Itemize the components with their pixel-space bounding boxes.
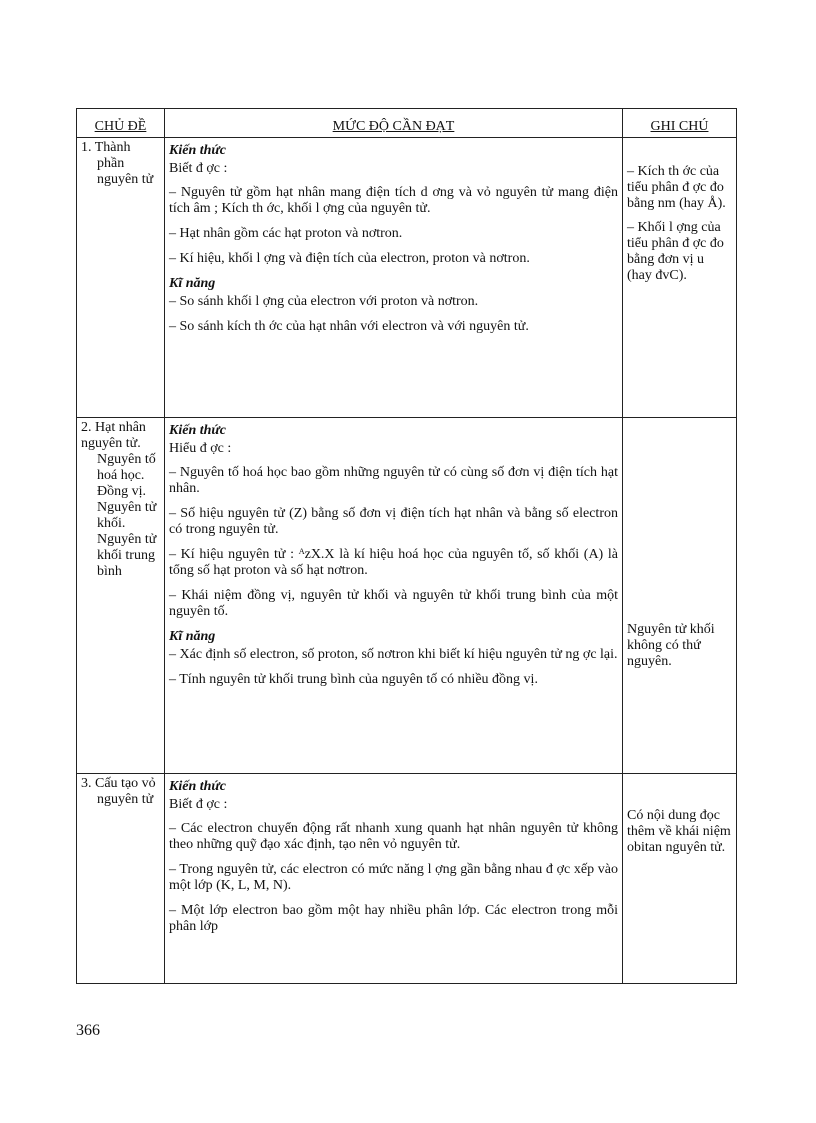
section-title: Kĩ năng <box>169 629 216 644</box>
topic-cell <box>77 774 165 984</box>
note-text: Có nội dung đọc thêm về khái niệm obitan nguyên tử. <box>627 808 731 855</box>
topic-line: Đồng vị. <box>97 484 146 499</box>
list-item: – So sánh kích th ớc của hạt nhân với electron và với nguyên tử. <box>169 319 529 334</box>
topic-line: Cấu tạo vỏ <box>95 776 156 791</box>
list-item: – Tính nguyên tử khối trung bình của nguyên tố có nhiều đồng vị. <box>169 672 538 687</box>
header-topic: CHỦ ĐỀ <box>77 109 165 138</box>
topic-number: 3. <box>81 776 92 791</box>
topic-line: Hạt nhân nguyên tử. <box>81 420 146 451</box>
content-cell <box>165 418 623 774</box>
section-lead: Hiểu đ ợc : <box>169 441 232 456</box>
list-item: – Số hiệu nguyên tử (Z) bằng số đơn vị điện tích hạt nhân và bằng số electron có trong nguyên tử. <box>169 506 618 537</box>
section-title: Kiến thức <box>169 143 227 158</box>
topic-line: nguyên tử <box>97 792 154 807</box>
list-item: – Nguyên tử gồm hạt nhân mang điện tích d ơng và vỏ nguyên tử mang điện tích âm ; Kích th ớc, khối l ợng của nguyên tử. <box>169 185 618 216</box>
topic-number: 2. <box>81 420 92 435</box>
topic-number: 1. <box>81 140 92 155</box>
list-item: – Xác định số electron, số proton, số nơtron khi biết kí hiệu nguyên tử ng ợc lại. <box>169 647 618 662</box>
section-lead: Biết đ ợc : <box>169 797 228 812</box>
header-notes: GHI CHÚ <box>623 109 737 138</box>
table-row <box>77 418 737 774</box>
list-item: – Hạt nhân gồm các hạt proton và nơtron. <box>169 226 403 241</box>
section-title: Kiến thức <box>169 779 227 794</box>
note-text: Nguyên tử khối không có thứ nguyên. <box>627 621 715 669</box>
topic-line: Nguyên tố hoá học. <box>97 452 156 483</box>
section-lead: Biết đ ợc : <box>169 161 228 176</box>
content-cell <box>165 774 623 984</box>
topic-line: Nguyên tử khối trung bình <box>97 532 157 579</box>
list-item: – Kí hiệu, khối l ợng và điện tích của electron, proton và nơtron. <box>169 251 530 266</box>
list-item: – So sánh khối l ợng của electron với proton và nơtron. <box>169 294 479 309</box>
topic-line: Thành <box>94 140 131 155</box>
topic-cell <box>77 418 165 774</box>
list-item: – Trong nguyên tử, các electron có mức năng l ợng gần bằng nhau đ ợc xếp vào một lớp (K, L, M, N). <box>169 862 618 893</box>
list-item: – Các electron chuyển động rất nhanh xung quanh hạt nhân nguyên tử không theo những quỹ đạo xác định, tạo nên vỏ nguyên tử. <box>169 821 618 852</box>
list-item: – Kí hiệu nguyên tử : ᴬzX.X là kí hiệu hoá học của nguyên tố, số khối (A) là tổng số hạt proton và số hạt nơtron. <box>169 547 618 578</box>
header-level: MỨC ĐỘ CẦN ĐẠT <box>165 109 623 138</box>
note-cell <box>623 418 737 774</box>
section-title: Kĩ năng <box>169 276 216 291</box>
list-item: – Nguyên tố hoá học bao gồm những nguyên tử có cùng số đơn vị điện tích hạt nhân. <box>169 465 618 496</box>
note-cell <box>623 138 737 418</box>
table-row <box>77 138 737 418</box>
list-item: – Khái niệm đồng vị, nguyên tử khối và nguyên tử khối trung bình của một nguyên tố. <box>169 588 618 619</box>
page-number: 366 <box>76 1022 100 1039</box>
note-text: – Khối l ợng của tiểu phân đ ợc đo bằng đơn vị u (hay đvC). <box>627 220 724 283</box>
topic-cell <box>77 138 165 418</box>
table-row <box>77 774 737 984</box>
curriculum-table <box>76 108 737 984</box>
section-title: Kiến thức <box>169 423 227 438</box>
note-cell <box>623 774 737 984</box>
table-header-row <box>77 109 737 138</box>
topic-line: phần <box>97 156 125 171</box>
content-cell <box>165 138 623 418</box>
topic-line: nguyên tử <box>97 172 154 187</box>
note-text: – Kích th ớc của tiểu phân đ ợc đo bằng nm (hay Å). <box>627 164 726 211</box>
list-item: – Một lớp electron bao gồm một hay nhiều phân lớp. Các electron trong mỗi phân lớp <box>169 903 618 934</box>
topic-line: Nguyên tử khối. <box>97 500 157 531</box>
